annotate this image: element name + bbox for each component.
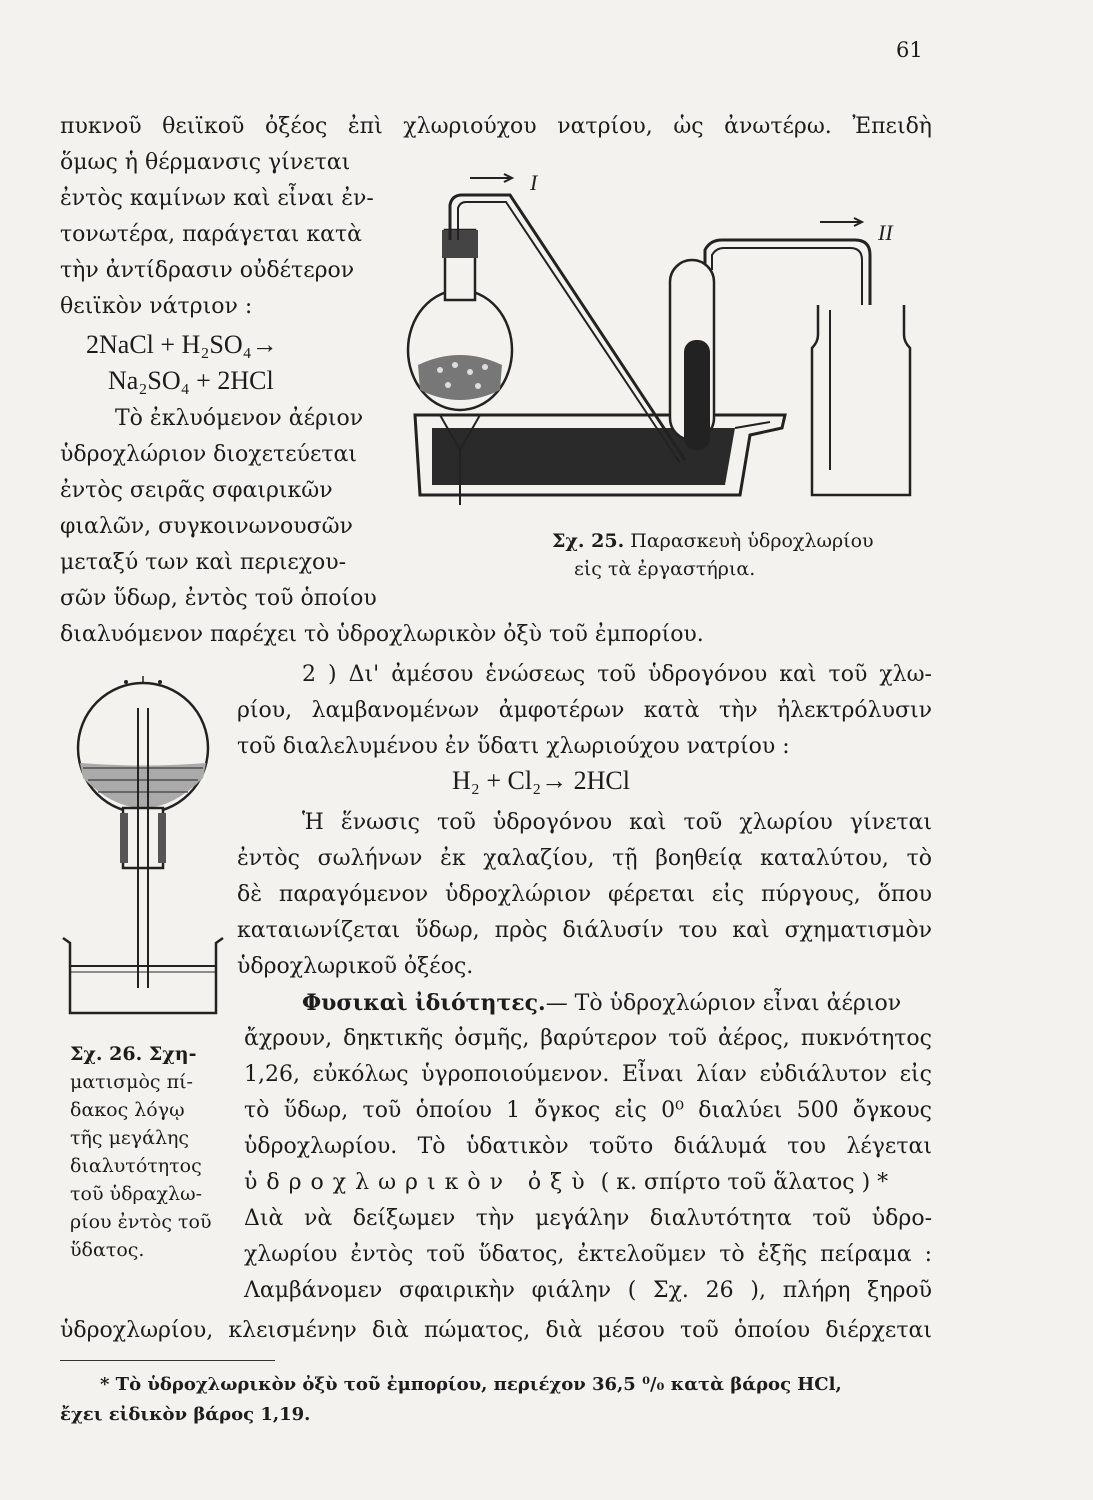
figure-26-caption-line: τῆς μεγάλης [70,1127,190,1149]
text-line: μεταξύ των καὶ περιεχου- [60,550,347,575]
text-line: ἐντὸς σειρᾶς σφαιρικῶν [60,478,333,503]
text-line-spaced [244,1168,888,1198]
physical-properties-line [302,988,932,1019]
figure-26-caption-line: ὕδατος. [70,1239,145,1261]
text-line: ὅμως ἡ θέρμανσις γίνεται [60,150,351,175]
text-line: ρίου, λαμβανομένων ἀμφοτέρων κατὰ τὴν ἠλεκτρόλυσιν [237,698,932,723]
figure-26-caption-line: δακος λόγῳ [70,1099,185,1121]
equation-line-1: 2NaCl + H₂SO₄→ [86,330,278,359]
text-line: ὑδροχλωρικοῦ ὀξέος. [237,954,474,979]
footnote-line-1: * Τὸ ὑδροχλωρικὸν ὀξὺ τοῦ ἐμπορίου, περιέχον 36,5 ⁰/₀ κατὰ βάρος HCl, [100,1374,842,1395]
figure-25-label-II: II [878,220,893,245]
text-line: πυκνοῦ θειϊκοῦ ὀξέος ἐπὶ χλωριούχου νατρίου, ὡς ἀνωτέρω. Ἐπειδὴ [60,114,932,139]
spaced-term-rest: ( κ. σπίρτο τοῦ ἅλατος ) * [600,1170,889,1195]
text-line: Διὰ νὰ δείξωμεν τὴν μεγάλην διαλυτότητα τοῦ ὑδρο- [244,1206,932,1231]
figure-26-caption-line: τοῦ ὑδραχλω- [70,1183,202,1205]
text-line: σῶν ὕδωρ, ἐντὸς τοῦ ὁποίου [60,586,377,611]
figure-26-caption-line: ρίου ἐντὸς τοῦ [70,1211,212,1233]
text-line: διαλυόμενον παρέχει τὸ ὑδροχλωρικὸν ὀξὺ τοῦ ἐμπορίου. [60,622,704,647]
figure-26-caption-first: Σχ. 26. Σχη- [70,1043,197,1065]
text-line: 1,26, εὐκόλως ὑγροποιούμενον. Εἶναι λίαν εὐδιάλυτον εἰς [244,1062,932,1087]
text-line: ἄχρουν, δηκτικῆς ὀσμῆς, βαρύτερον τοῦ ἀέρος, πυκνότητος [244,1026,932,1051]
section-heading: Φυσικαὶ ἰδιότητες. [302,990,546,1016]
figure-26-fountain [58,668,228,1028]
text-line: ἐντὸς σωλήνων ἐκ χαλαζίου, τῇ βοηθείᾳ καταλύτου, τὸ [237,846,932,871]
text-line: ὑδροχλωρίου. Τὸ ὑδατικὸν τοῦτο διάλυμά του λέγεται [244,1134,932,1159]
text-line: τὸ ὕδωρ, τοῦ ὁποίου 1 ὄγκος εἰς 0⁰ διαλύει 500 ὄγκους [244,1098,932,1123]
figure-26-caption-line: διαλυτότητος [70,1155,202,1177]
text-line: Ἡ ἕνωσις τοῦ ὑδρογόνου καὶ τοῦ χλωρίου γίνεται [302,810,932,835]
text-line: τοῦ διαλελυμένου ἐν ὕδατι χλωριούχου νατρίου : [237,734,790,759]
text-line: 2 ) Δι' ἀμέσου ἑνώσεως τοῦ ὑδρογόνου καὶ τοῦ χλω- [302,662,932,687]
text-line: ὑδροχλωρίου, κλεισμένην διὰ πώματος, διὰ μέσου τοῦ ὁποίου διέρχεται [60,1318,932,1343]
figure-25-number: Σχ. 25. [552,530,625,552]
equation-line-2: Na₂SO₄ + 2HCl [108,366,274,395]
figure-26-caption-line: ματισμὸς πί- [70,1071,193,1093]
text-line: καταιωνίζεται ὕδωρ, πρὸς διάλυσίν του καὶ σχηματισμὸν [237,918,932,943]
text-line: Λαμβάνομεν σφαιρικὴν φιάλην ( Σχ. 26 ), πλήρη ξηροῦ [244,1278,932,1303]
figure-26-caption-line [70,1040,196,1068]
text-line: ὑδροχλώριον διοχετεύεται [60,442,358,467]
equation-2: H₂ + Cl₂→ 2HCl [452,766,630,795]
text-line: δὲ παραγόμενον ὑδροχλώριον φέρεται εἰς πύργους, ὅπου [237,882,932,907]
text-line: τονωτέρα, παράγεται κατὰ [60,222,363,247]
footnote-rule [60,1360,275,1361]
page-number: 61 [896,38,923,62]
figure-25-caption-line2: εἰς τὰ ἐργαστήρια. [574,558,756,580]
figure-25-label-I: I [530,170,538,195]
figure-25-caption-text: Παρασκευὴ ὑδροχλωρίου [630,530,874,552]
text-line: θειϊκὸν νάτριον : [60,294,253,319]
text-line: χλωρίου ἐντὸς τοῦ ὕδατος, ἐκτελοῦμεν τὸ ἑξῆς πείραμα : [244,1242,932,1267]
text-line: φιαλῶν, συγκοινωνουσῶν [60,514,353,539]
text-line: τὴν ἀντίδρασιν οὐδέτερον [60,258,355,283]
text-line: Τὸ ἐκλυόμενον ἀέριον [115,406,364,431]
section-heading-rest: — Τὸ ὑδροχλώριον εἶναι ἀέριον [545,991,902,1016]
spaced-term: ὑδροχλωρικὸν ὀξὺ [244,1170,594,1195]
figure-25-apparatus [400,160,920,510]
text-line: ἐντὸς καμίνων καὶ εἶναι ἐν- [60,186,374,211]
footnote-line-2: ἔχει εἰδικὸν βάρος 1,19. [60,1404,311,1425]
figure-25-caption [552,527,874,555]
